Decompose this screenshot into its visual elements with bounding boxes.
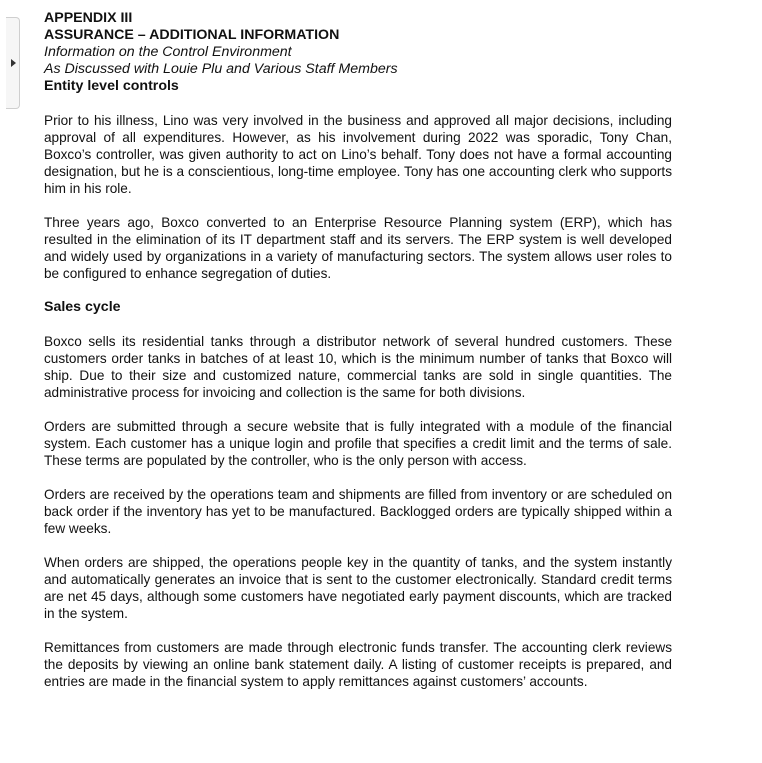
entity-controls-heading: Entity level controls	[44, 78, 179, 94]
paragraph: Remittances from customers are made through electronic funds transfer. The accounting clerk reviews the deposits by viewing an online bank statement daily. A listing of customer receipts is prepared, and entries are made in the financial system to apply remittances against customers’ accounts.	[44, 640, 672, 689]
paragraph: Orders are submitted through a secure website that is fully integrated with a module of the financial system. Each customer has a unique login and profile that specifies a credit limit and the terms of sale. These terms are populated by the controller, who is the only person with access.	[44, 419, 672, 468]
document-title: ASSURANCE – ADDITIONAL INFORMATION	[44, 27, 340, 43]
document-body	[44, 10, 672, 690]
paragraph: Three years ago, Boxco converted to an Enterprise Resource Planning system (ERP), which has resulted in the elimination of its IT department staff and its servers. The ERP system is well developed and widely used by organizations in a variety of manufacturing sectors. The system allows user roles to be configured to enhance segregation of duties.	[44, 215, 672, 281]
document-source-note: As Discussed with Louie Plu and Various Staff Members	[44, 61, 398, 77]
document-header	[44, 10, 672, 78]
paragraph: Boxco sells its residential tanks through a distributor network of several hundred customers. These customers order tanks in batches of at least 10, which is the minimum number of tanks that Boxco will ship. Due to their size and customized nature, commercial tanks are sold in single quantities. The administrative process for invoicing and collection is the same for both divisions.	[44, 334, 672, 400]
appendix-label: APPENDIX III	[44, 10, 133, 26]
expand-panel-tab[interactable]	[6, 17, 20, 109]
paragraph: Orders are received by the operations team and shipments are filled from inventory or are scheduled on back order if the inventory has yet to be manufactured. Backlogged orders are typically shipped within a few weeks.	[44, 487, 672, 536]
sales-cycle-heading: Sales cycle	[44, 299, 121, 315]
document-subtitle: Information on the Control Environment	[44, 44, 292, 60]
paragraph: Prior to his illness, Lino was very involved in the business and approved all major decisions, including approval of all expenditures. However, as his involvement during 2022 was sporadic, Tony Chan, Boxco’s controller, was given authority to act on Lino’s behalf. Tony does not have a formal accounting designation, but he is a conscientious, long-time employee. Tony has one accounting clerk who supports him in his role.	[44, 113, 672, 196]
chevron-right-icon	[11, 59, 16, 67]
paragraph: When orders are shipped, the operations people key in the quantity of tanks, and the system instantly and automatically generates an invoice that is sent to the customer electronically. Standard credit terms are net 45 days, although some customers have negotiated early payment discounts, which are tracked in the system.	[44, 555, 672, 621]
